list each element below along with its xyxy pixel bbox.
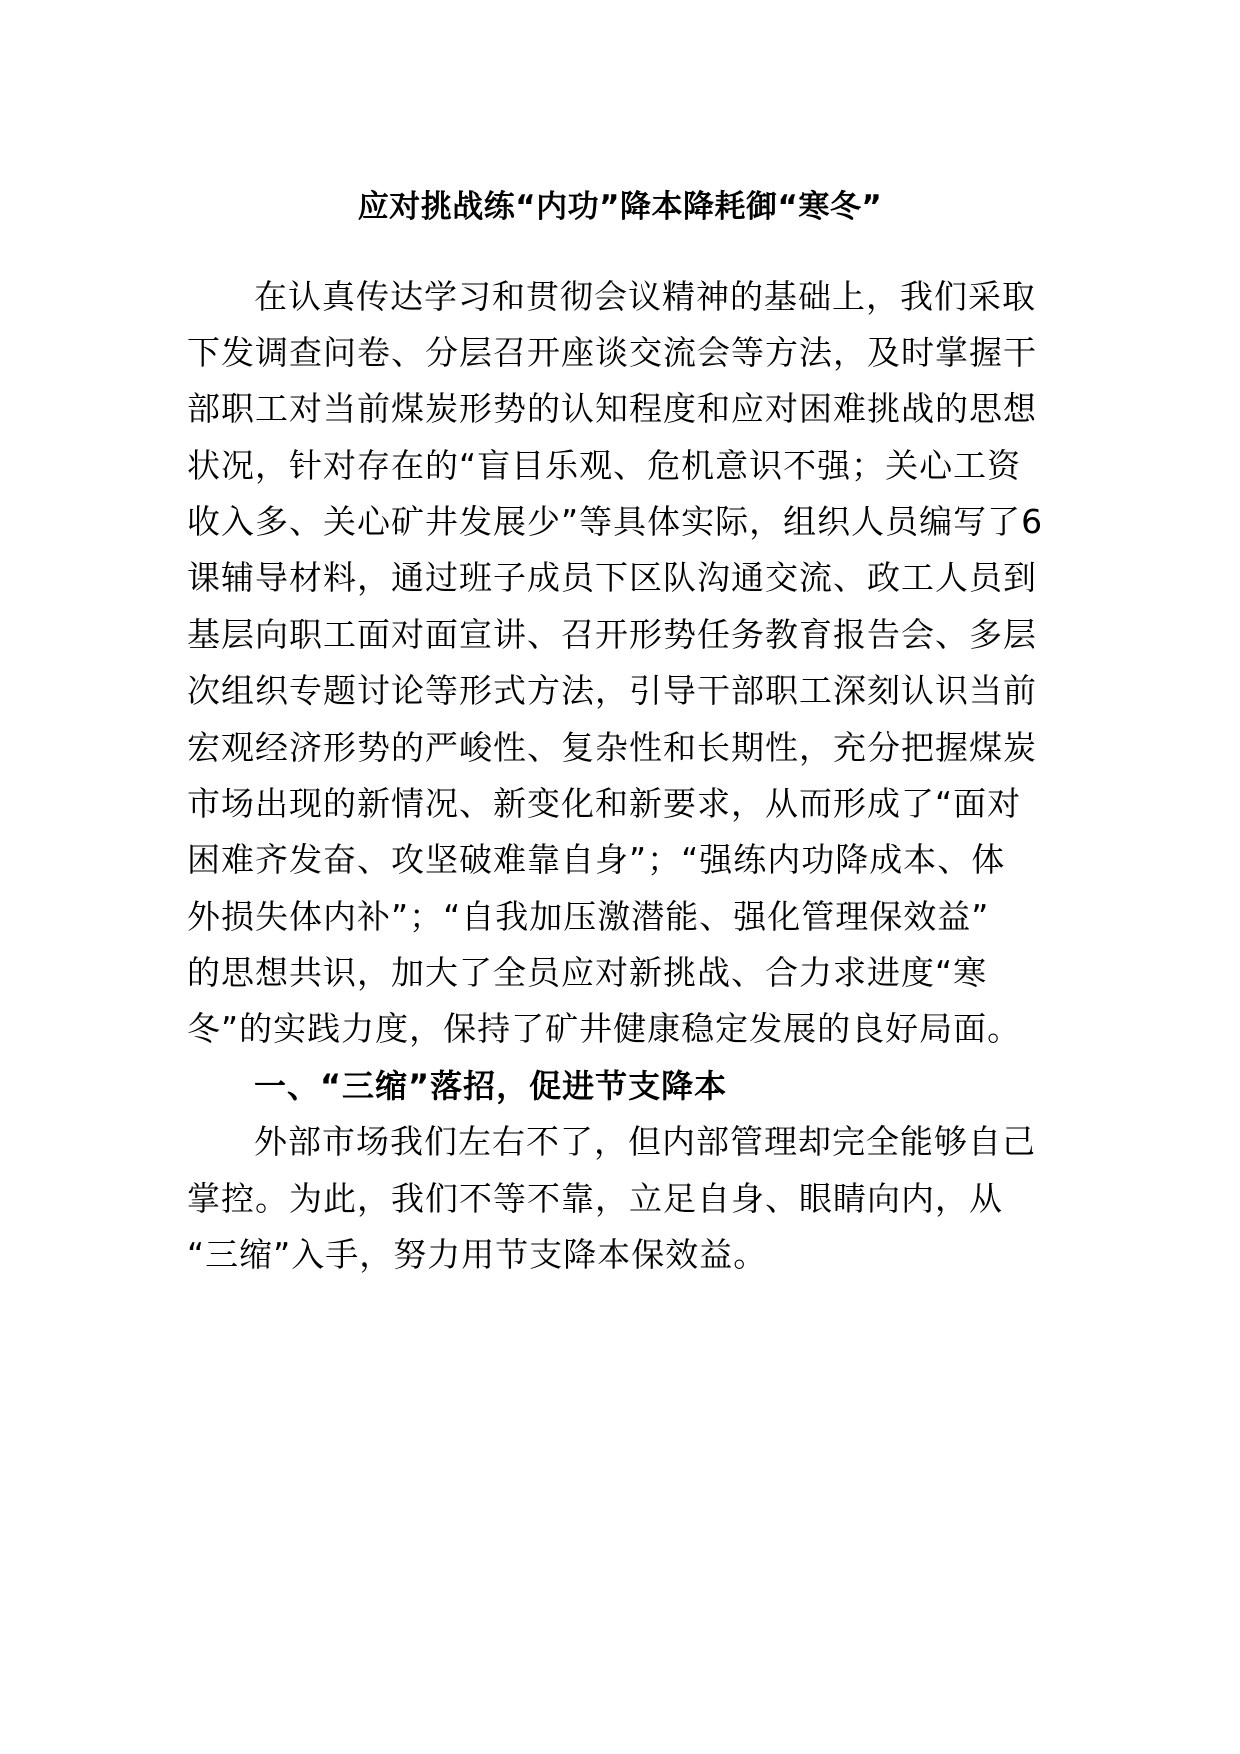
paragraph-1-line-6: 课辅导材料，通过班子成员下区队沟通交流、政工人员到 [187,558,1037,597]
paragraph-1-line-11: 困难齐发奋、攻坚破难靠自身”；“强练内功降成本、体 [187,840,1006,879]
paragraph-2-line-1: 外部市场我们左右不了，但内部管理却完全能够自己 [254,1122,1036,1161]
paragraph-1-line-2: 下发调查问卷、分层召开座谈交流会等方法，及时掌握干 [187,333,1037,372]
paragraph-1-line-3: 部职工对当前煤炭形势的认知程度和应对困难挑战的思想 [187,389,1037,428]
paragraph-1-line-12: 外损失体内补”；“自我加压激潜能、强化管理保效益” [187,897,990,936]
paragraph-1-line-9: 宏观经济形势的严峻性、复杂性和长期性，充分把握煤炭 [187,728,1037,767]
paragraph-1-line-8: 次组织专题讨论等形式方法，引导干部职工深刻认识当前 [187,671,1037,710]
section-heading: 一、“三缩”落招，促进节支降本 [254,1067,728,1105]
paragraph-1-line-13: 的思想共识，加大了全员应对新挑战、合力求进度“寒 [187,953,988,992]
paragraph-1-line-14: 冬”的实践力度，保持了矿井健康稳定发展的良好局面。 [187,1009,1022,1048]
paragraph-1-line-4: 状况，针对存在的“盲目乐观、危机意识不强；关心工资 [187,446,1022,485]
paragraph-1-line-1: 在认真传达学习和贯彻会议精神的基础上，我们采取 [254,277,1036,316]
paragraph-1-line-5: 收入多、关心矿井发展少”等具体实际，组织人员编写了6 [187,502,1044,541]
paragraph-1-line-10: 市场出现的新情况、新变化和新要求，从而形成了“面对 [187,784,1022,823]
paragraph-2-line-3: “三缩”入手，努力用节支降本保效益。 [187,1235,768,1274]
paragraph-2-line-2: 掌控。为此，我们不等不靠，立足自身、眼睛向内，从 [187,1179,1003,1218]
document-title: 应对挑战练“内功”降本降耗御“寒冬” [357,189,883,225]
paragraph-1-line-7: 基层向职工面对面宣讲、召开形势任务教育报告会、多层 [187,615,1037,654]
